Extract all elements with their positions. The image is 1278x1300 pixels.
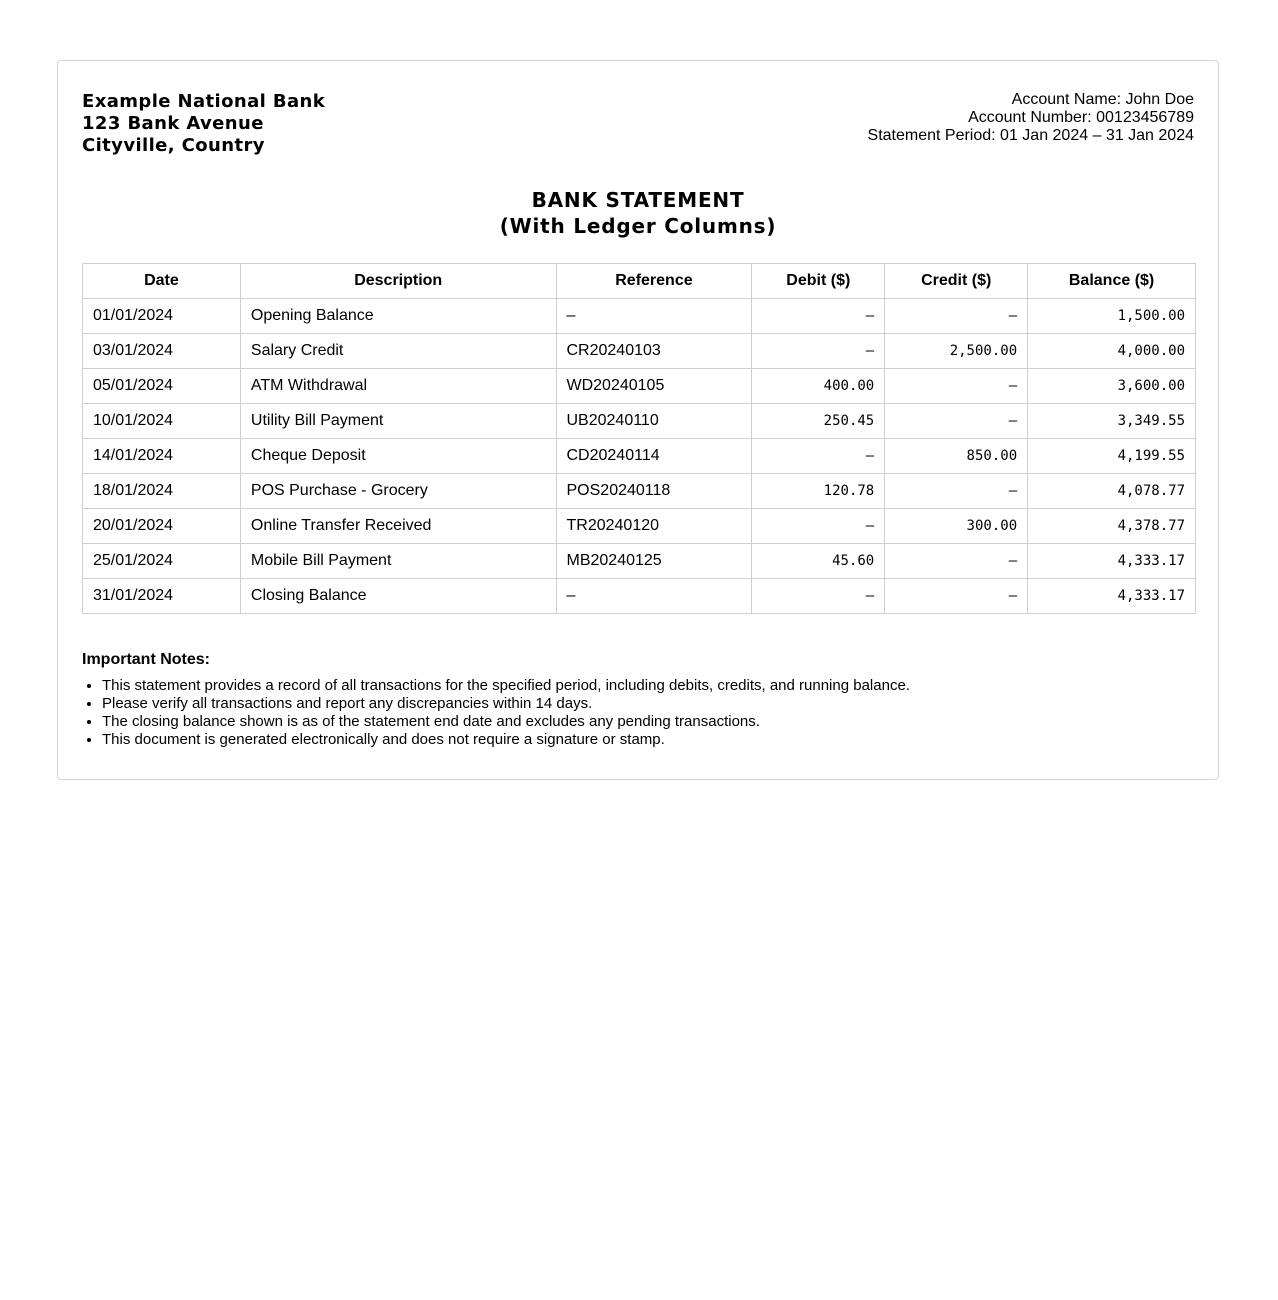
account-name: Account Name: John Doe: [1011, 91, 1194, 108]
list-item: • This statement provides a record of all transactions for the specified period, including debits, credits, and running balance.: [102, 677, 910, 695]
cell-debit: –: [752, 334, 885, 369]
cell-balance: 4,078.77: [1028, 474, 1196, 509]
account-info: [868, 91, 1194, 145]
cell-reference: WD20240105: [556, 369, 752, 404]
cell-credit: –: [885, 369, 1028, 404]
bank-address-line2: Cityville, Country: [82, 135, 265, 156]
cell-credit: 300.00: [885, 509, 1028, 544]
table-row: [83, 299, 1196, 334]
cell-balance: 4,199.55: [1028, 439, 1196, 474]
notes-list: [82, 677, 910, 749]
cell-balance: 1,500.00: [1028, 299, 1196, 334]
cell-description: Closing Balance: [240, 579, 556, 614]
table-header-row: [83, 264, 1196, 299]
cell-date: 14/01/2024: [83, 439, 241, 474]
title-line1: BANK STATEMENT: [531, 188, 745, 212]
cell-debit: 400.00: [752, 369, 885, 404]
cell-reference: –: [556, 579, 752, 614]
header-credit: Credit ($): [885, 264, 1028, 299]
table-row: [83, 474, 1196, 509]
ledger-table: [82, 263, 1196, 614]
cell-balance: 4,378.77: [1028, 509, 1196, 544]
table-row: [83, 369, 1196, 404]
cell-reference: TR20240120: [556, 509, 752, 544]
cell-reference: POS20240118: [556, 474, 752, 509]
cell-description: ATM Withdrawal: [240, 369, 556, 404]
cell-date: 25/01/2024: [83, 544, 241, 579]
list-item: • The closing balance shown is as of the statement end date and excludes any pending transactions.: [102, 713, 910, 731]
cell-description: POS Purchase - Grocery: [240, 474, 556, 509]
cell-balance: 4,333.17: [1028, 544, 1196, 579]
header-reference: Reference: [556, 264, 752, 299]
cell-debit: –: [752, 579, 885, 614]
cell-description: Online Transfer Received: [240, 509, 556, 544]
cell-date: 20/01/2024: [83, 509, 241, 544]
cell-date: 03/01/2024: [83, 334, 241, 369]
title-line2: (With Ledger Columns): [499, 214, 777, 238]
cell-credit: –: [885, 299, 1028, 334]
cell-debit: 250.45: [752, 404, 885, 439]
cell-description: Salary Credit: [240, 334, 556, 369]
cell-description: Utility Bill Payment: [240, 404, 556, 439]
table-row: [83, 439, 1196, 474]
bank-name: Example National Bank: [82, 91, 326, 112]
cell-balance: 4,000.00: [1028, 334, 1196, 369]
account-number: Account Number: 00123456789: [968, 109, 1194, 126]
cell-debit: –: [752, 509, 885, 544]
statement-period: Statement Period: 01 Jan 2024 – 31 Jan 2024: [867, 127, 1194, 144]
cell-reference: CR20240103: [556, 334, 752, 369]
cell-credit: –: [885, 544, 1028, 579]
statement-sheet: [57, 60, 1219, 780]
header-description: Description: [240, 264, 556, 299]
cell-date: 05/01/2024: [83, 369, 241, 404]
cell-credit: –: [885, 404, 1028, 439]
table-row: [83, 404, 1196, 439]
cell-credit: 2,500.00: [885, 334, 1028, 369]
cell-description: Opening Balance: [240, 299, 556, 334]
header-date: Date: [83, 264, 241, 299]
table-row: [83, 579, 1196, 614]
header-balance: Balance ($): [1028, 264, 1196, 299]
table-row: [83, 509, 1196, 544]
cell-reference: CD20240114: [556, 439, 752, 474]
important-notes: [82, 651, 910, 749]
cell-balance: 4,333.17: [1028, 579, 1196, 614]
table-row: [83, 544, 1196, 579]
cell-credit: –: [885, 474, 1028, 509]
list-item: • This document is generated electronically and does not require a signature or stamp.: [102, 731, 910, 749]
cell-balance: 3,349.55: [1028, 404, 1196, 439]
statement-title: [58, 187, 1218, 239]
cell-debit: –: [752, 439, 885, 474]
cell-debit: 120.78: [752, 474, 885, 509]
cell-reference: MB20240125: [556, 544, 752, 579]
cell-description: Mobile Bill Payment: [240, 544, 556, 579]
table-row: [83, 334, 1196, 369]
cell-date: 10/01/2024: [83, 404, 241, 439]
cell-debit: 45.60: [752, 544, 885, 579]
cell-reference: UB20240110: [556, 404, 752, 439]
cell-credit: 850.00: [885, 439, 1028, 474]
bank-address-line1: 123 Bank Avenue: [82, 113, 264, 134]
cell-credit: –: [885, 579, 1028, 614]
list-item: • Please verify all transactions and report any discrepancies within 14 days.: [102, 695, 910, 713]
notes-title: Important Notes:: [82, 651, 210, 668]
cell-balance: 3,600.00: [1028, 369, 1196, 404]
cell-description: Cheque Deposit: [240, 439, 556, 474]
cell-reference: –: [556, 299, 752, 334]
cell-date: 01/01/2024: [83, 299, 241, 334]
cell-debit: –: [752, 299, 885, 334]
header-debit: Debit ($): [752, 264, 885, 299]
cell-date: 18/01/2024: [83, 474, 241, 509]
bank-info: [82, 91, 325, 157]
cell-date: 31/01/2024: [83, 579, 241, 614]
